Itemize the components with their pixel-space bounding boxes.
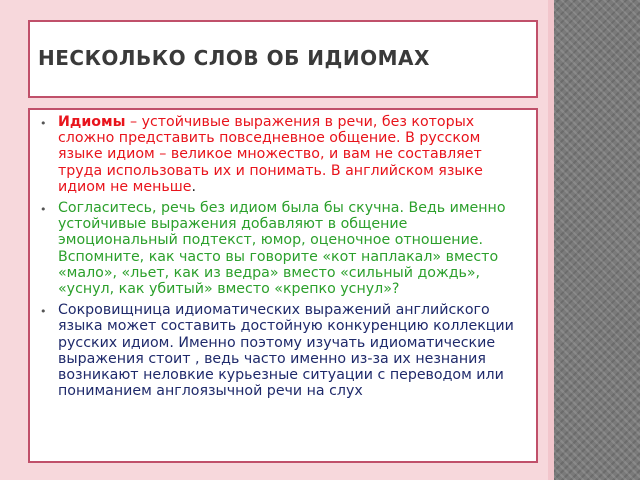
bullet-idioms-treasury xyxy=(40,302,526,399)
bullet-text: – устойчивые выражения в речи, без которых сложно представить повседневное общение. В русском языке идиом – великое множество, и вам не составляет труда использовать их и понимать. В английском языке идиом не меньше xyxy=(58,114,483,195)
content-box xyxy=(28,108,538,463)
title-box xyxy=(28,20,538,98)
decorative-side-strip xyxy=(548,0,640,480)
term-idioms: Идиомы xyxy=(58,114,126,130)
side-strip-edge xyxy=(548,0,554,480)
bullet-text: Сокровищница идиоматических выражений английского языка может составить достойную конкуренцию коллекции русских идиом. Именно поэтому изучать идиоматические выражения стоит , ведь часто именно из-за их незнания возникают неловкие курьезные ситуации с переводом или пониманием англоязычной речи на слух xyxy=(58,302,514,400)
bullet-icon: • xyxy=(40,305,47,319)
bullet-end-period: . xyxy=(191,178,196,195)
bullet-text: Согласитесь, речь без идиом была бы скучна. Ведь именно устойчивые выражения добавляют в общение эмоциональный подтекст, юмор, оценочное отношение. Вспомните, как часто вы говорите «кот наплакал» вместо «мало», «льет, как из ведра» вместо «сильный дождь», «уснул, как убитый» вместо «крепко уснул»? xyxy=(58,200,506,298)
slide-title: НЕСКОЛЬКО СЛОВ ОБ ИДИОМАХ xyxy=(38,46,430,70)
bullet-idioms-emotion xyxy=(40,200,526,297)
bullet-idioms-definition xyxy=(40,114,526,195)
bullet-icon: • xyxy=(40,203,47,217)
bullet-icon: • xyxy=(40,117,47,130)
bullet-list xyxy=(40,114,526,399)
